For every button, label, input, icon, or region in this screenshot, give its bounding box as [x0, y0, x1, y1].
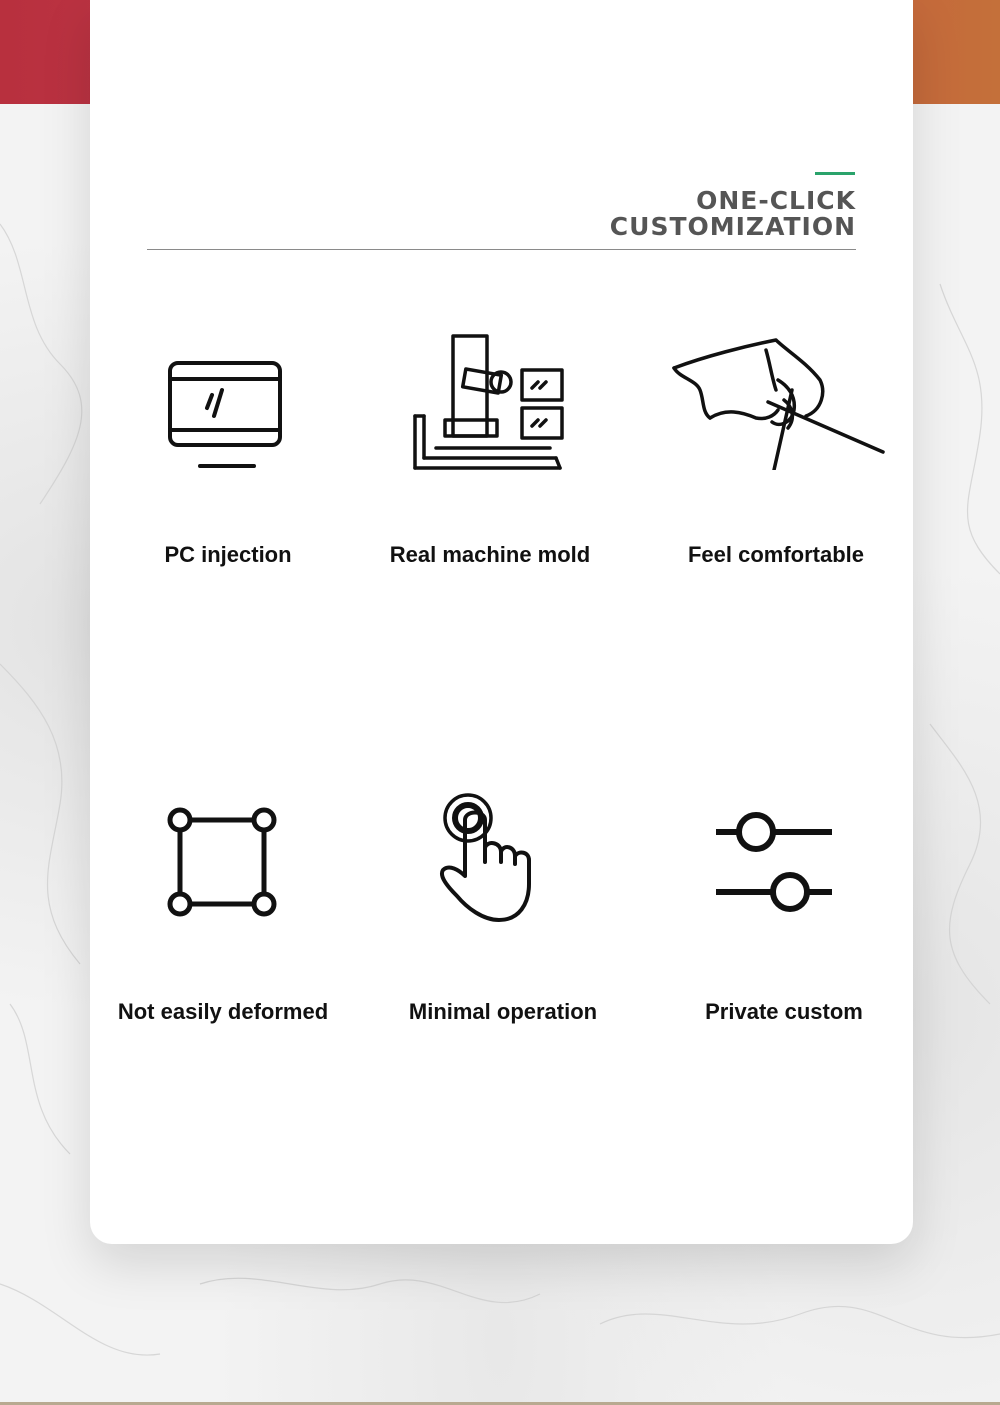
header-accent-bar [815, 172, 855, 175]
feature-label: Feel comfortable [687, 542, 865, 567]
feature-label: PC injection [164, 542, 292, 567]
feature-label: Minimal operation [408, 999, 598, 1024]
section-title-line1: ONE-CLICK [696, 186, 856, 215]
finger-press-icon [373, 778, 633, 928]
feature-card [90, 0, 913, 1244]
section-title-line2: CUSTOMIZATION [609, 212, 856, 241]
hand-holding-phone-icon [646, 320, 906, 470]
feature-label: Not easily deformed [117, 999, 329, 1024]
feature-label: Real machine mold [389, 542, 591, 567]
monitor-icon [98, 320, 358, 470]
feature-label: Private custom [705, 999, 863, 1024]
section-title [610, 188, 856, 240]
injection-machine-icon [360, 320, 620, 470]
square-frame-icon [93, 778, 353, 928]
header-accent-dot [852, 172, 855, 175]
header-divider [147, 249, 856, 250]
sliders-icon [654, 778, 914, 928]
